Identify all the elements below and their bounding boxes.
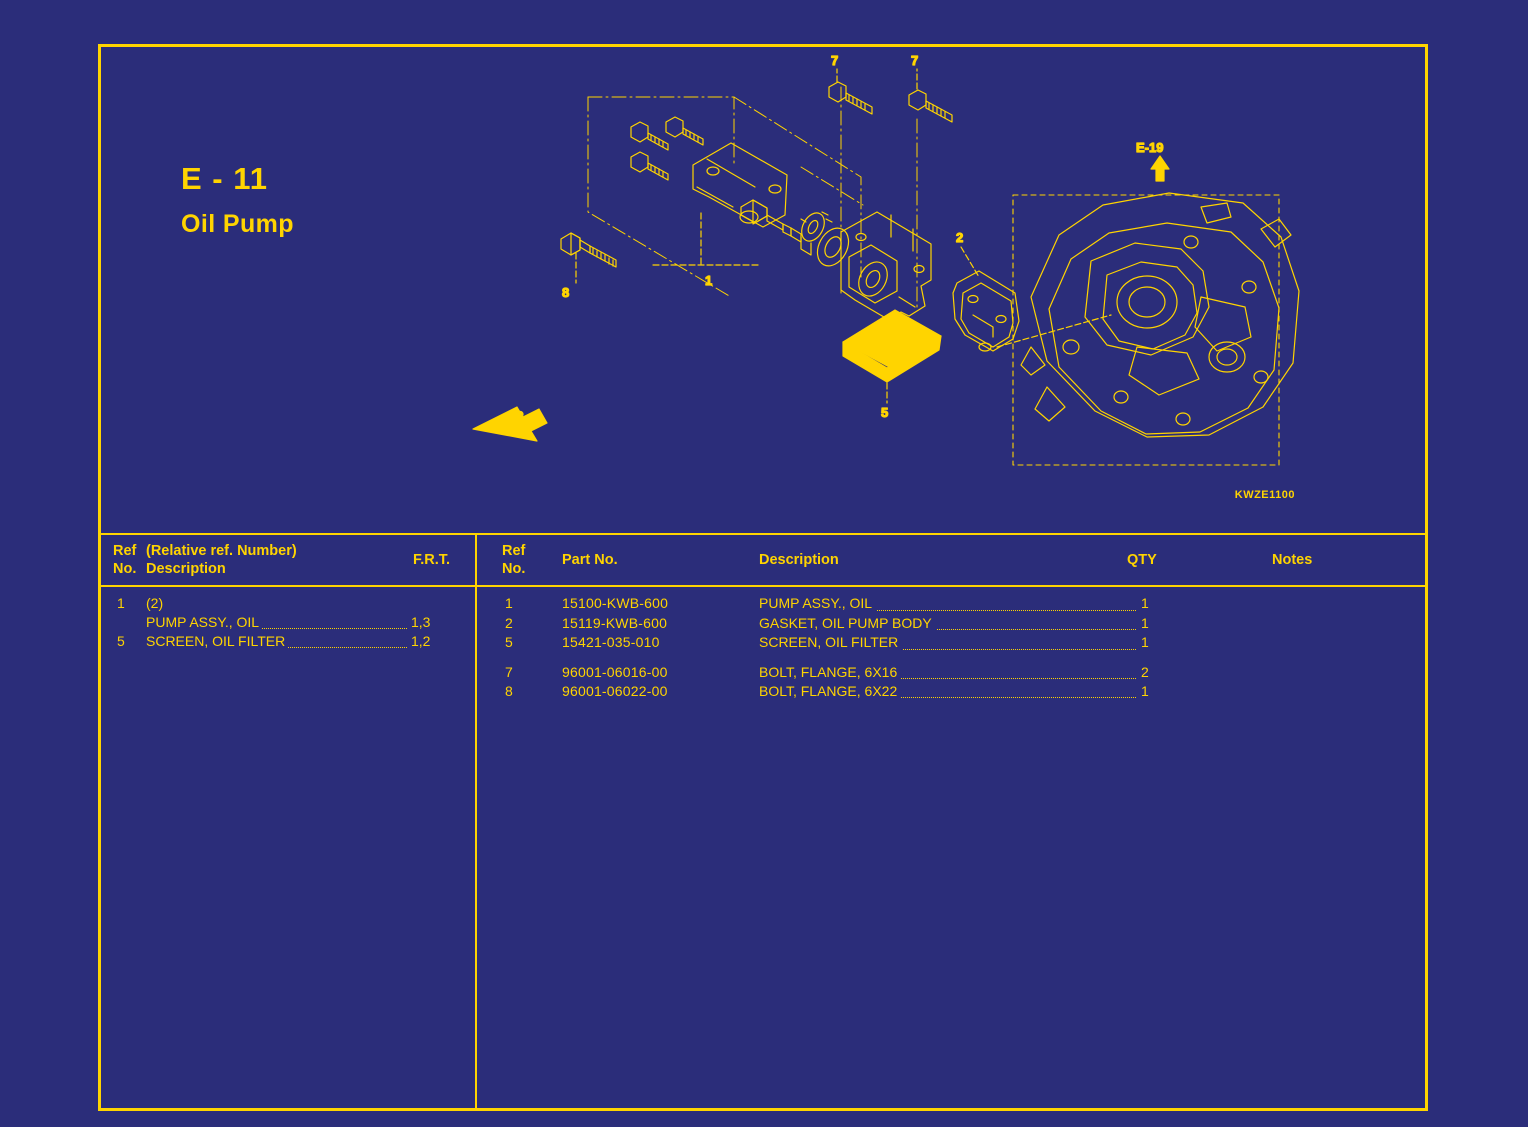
gasket-oil-pump-body — [953, 271, 1019, 351]
row-description: BOLT, FLANGE, 6X22 — [759, 683, 901, 699]
svg-text:8: 8 — [562, 285, 570, 300]
right-header-ref: Ref No. — [502, 543, 526, 578]
arrow-up-e19 — [1151, 156, 1169, 181]
row-description: BOLT, FLANGE, 6X16 — [759, 664, 901, 680]
crankcase — [1021, 193, 1299, 437]
row-frt: 1,2 — [408, 633, 430, 649]
table-row — [98, 614, 475, 633]
row-part-no: 96001-06022-00 — [562, 682, 668, 699]
row-ref: 8 — [505, 682, 513, 699]
svg-text:FR.: FR. — [502, 407, 530, 429]
row-ref: 1 — [505, 595, 513, 611]
row-qty: 1 — [1137, 615, 1149, 631]
row-qty: 1 — [1137, 683, 1149, 699]
row-part-no: 15119-KWB-600 — [562, 614, 668, 631]
screen-oil-filter — [843, 310, 941, 382]
right-header-notes: Notes — [1272, 552, 1313, 568]
row-ref: 5 — [505, 634, 513, 650]
bolt-7-a — [829, 82, 872, 114]
table-row — [477, 683, 1428, 703]
right-header-description: Description — [759, 552, 839, 568]
pump-cover-plate — [693, 143, 787, 227]
row-text: SCREEN, OIL FILTER — [146, 633, 288, 649]
row-ref: 2 — [505, 614, 513, 631]
bolt-7-b — [909, 90, 952, 122]
row-part-no: 96001-06016-00 — [562, 663, 668, 680]
row-frt: 1,3 — [408, 614, 430, 630]
left-header-frt: F.R.T. — [413, 552, 451, 568]
section-title: Oil Pump — [181, 210, 294, 239]
oil-pump-drawing — [101, 47, 1425, 533]
row-text: (2) — [146, 595, 164, 611]
svg-text:5: 5 — [881, 405, 889, 420]
svg-text:7: 7 — [911, 53, 919, 68]
table-row — [98, 595, 475, 614]
right-header-part-no: Part No. — [562, 552, 618, 568]
row-ref: 1 — [117, 595, 125, 611]
table-row — [477, 615, 1428, 635]
row-ref: 5 — [117, 633, 125, 649]
row-text: PUMP ASSY., OIL — [146, 614, 262, 630]
parts-list-table — [477, 533, 1428, 1111]
left-header-ref: Ref No. — [113, 543, 137, 578]
row-description: SCREEN, OIL FILTER — [759, 634, 902, 650]
row-ref: 7 — [505, 663, 513, 680]
exploded-view-illustration — [101, 47, 1425, 533]
left-header-description: (Relative ref. Number) Description — [146, 543, 297, 578]
drawing-code: KWZE1100 — [1234, 489, 1295, 501]
row-qty: 1 — [1137, 634, 1149, 650]
svg-text:2: 2 — [956, 230, 964, 245]
svg-text:1: 1 — [705, 273, 713, 288]
svg-text:7: 7 — [831, 53, 839, 68]
table-row — [477, 654, 1428, 683]
row-description: PUMP ASSY., OIL — [759, 595, 876, 611]
parts-table — [98, 533, 1428, 1111]
table-row — [98, 633, 475, 652]
row-part-no: 15100-KWB-600 — [562, 595, 669, 611]
table-row — [477, 595, 1428, 615]
row-qty: 2 — [1137, 664, 1149, 680]
bolt-group-upper — [631, 117, 703, 180]
section-code: E - 11 — [181, 161, 268, 196]
right-header-qty: QTY — [1127, 552, 1157, 568]
rotor-shaft-group — [741, 200, 855, 271]
row-part-no: 15421-035-010 — [562, 634, 660, 650]
table-row — [477, 634, 1428, 654]
left-table-body — [98, 595, 475, 652]
right-table-body — [477, 595, 1428, 702]
row-qty: 1 — [1137, 595, 1149, 611]
svg-text:E-19: E-19 — [1136, 140, 1164, 155]
relative-ref-table — [98, 533, 475, 1111]
bolt-8 — [561, 233, 616, 267]
row-description: GASKET, OIL PUMP BODY — [759, 615, 936, 631]
